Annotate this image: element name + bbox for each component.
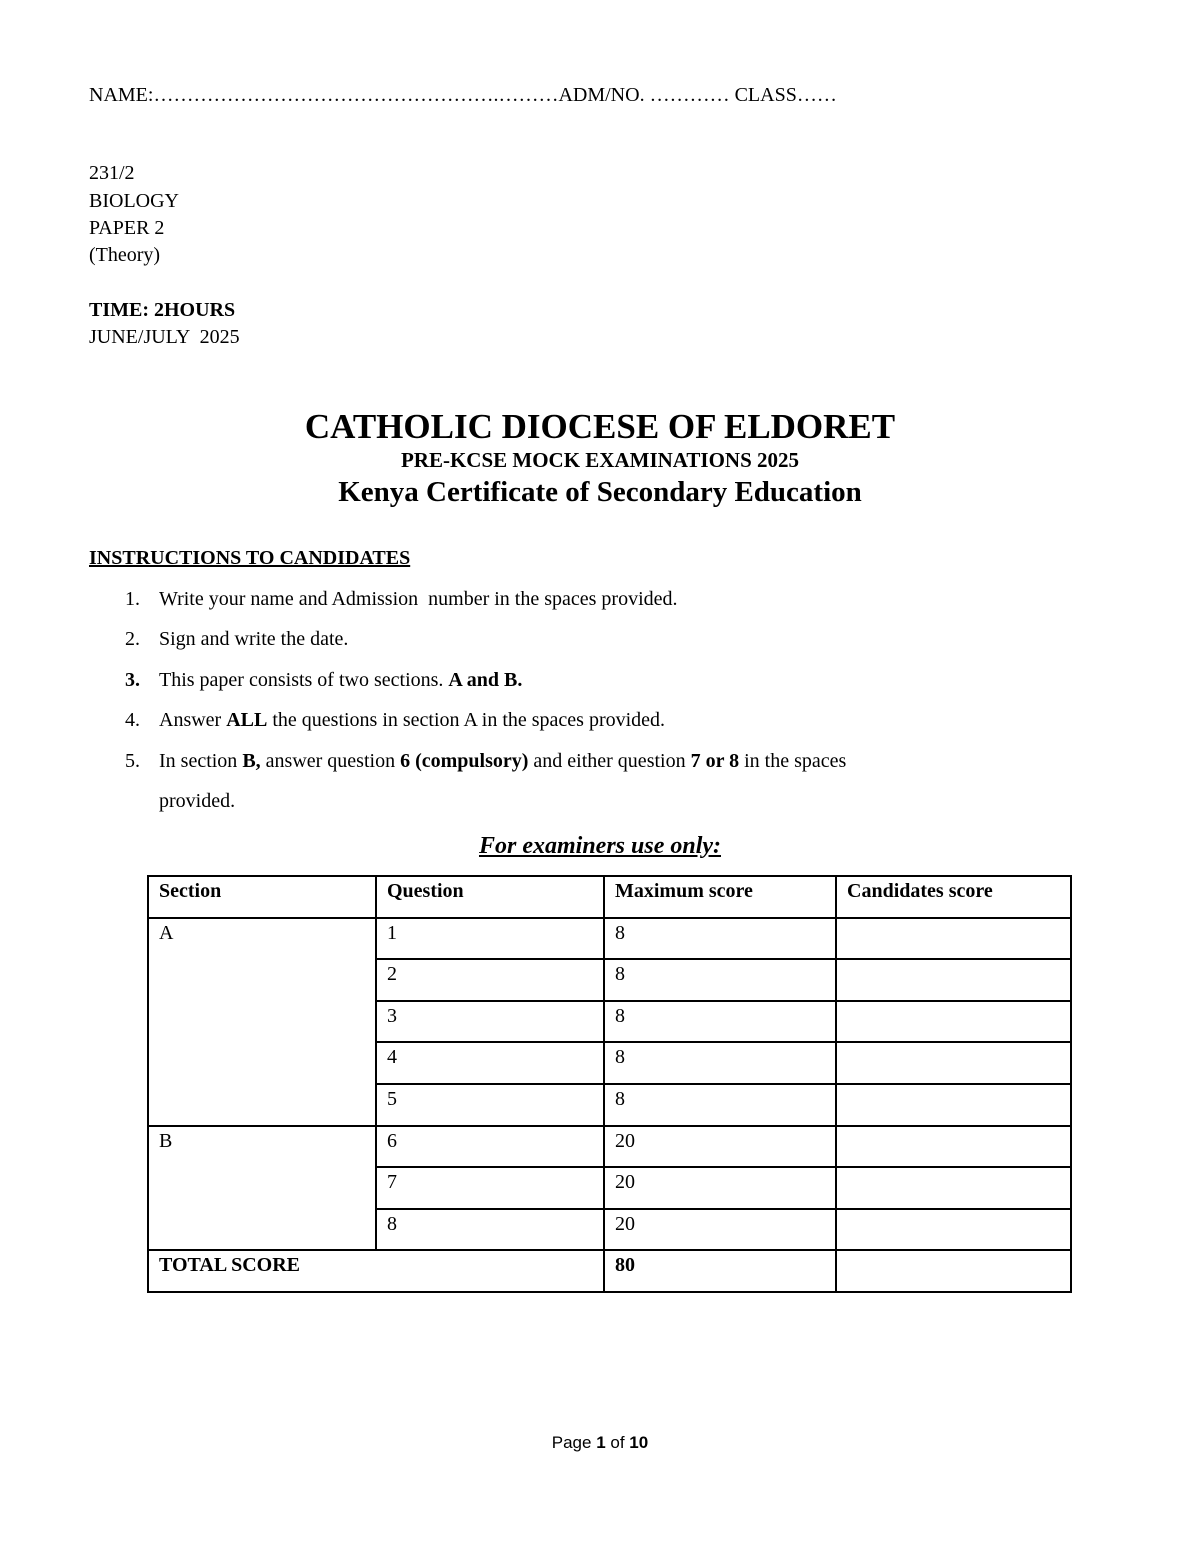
instruction-number: 1.: [125, 588, 140, 610]
table-row: [148, 918, 1071, 960]
adm-label: ADM/NO.: [558, 84, 645, 106]
instruction-text: the questions in section A in the spaces provided.: [267, 709, 666, 731]
max-score-cell: 8: [604, 918, 836, 960]
instruction-text: In section: [159, 750, 243, 772]
total-max-score: 80: [604, 1250, 836, 1292]
of-label: of: [605, 1433, 630, 1452]
instruction-number: 4.: [125, 709, 140, 731]
max-score-cell: 8: [604, 959, 836, 1001]
instruction-text: and either question: [528, 750, 691, 772]
name-field[interactable]: …………………………………………….………: [153, 84, 559, 106]
instruction-emphasis: ALL: [226, 709, 268, 731]
page-label: Page: [551, 1433, 597, 1452]
instruction-number: 5.: [125, 750, 140, 772]
instruction-text: This paper consists of two sections.: [159, 669, 449, 691]
candidate-score-cell[interactable]: [836, 918, 1071, 960]
max-score-cell: 20: [604, 1167, 836, 1209]
question-cell: 8: [376, 1209, 604, 1251]
header-maximum-score: Maximum score: [604, 876, 836, 918]
candidate-score-cell[interactable]: [836, 1042, 1071, 1084]
candidate-score-cell[interactable]: [836, 1167, 1071, 1209]
instruction-text: answer question: [260, 750, 401, 772]
name-label: NAME:: [89, 84, 154, 106]
exam-date: JUNE/JULY 2025: [89, 326, 240, 348]
student-details-line: [89, 82, 837, 109]
subject: BIOLOGY: [89, 190, 179, 212]
header-section: Section: [148, 876, 376, 918]
page-total: 10: [629, 1433, 649, 1452]
candidate-score-cell[interactable]: [836, 1084, 1071, 1126]
candidate-score-cell[interactable]: [836, 1126, 1071, 1168]
question-cell: 2: [376, 959, 604, 1001]
instruction-emphasis: A and B.: [448, 669, 523, 691]
total-score-label: TOTAL SCORE: [148, 1250, 604, 1292]
question-cell: 3: [376, 1001, 604, 1043]
candidate-score-cell[interactable]: [836, 959, 1071, 1001]
instruction-emphasis: 6 (compulsory): [400, 750, 529, 772]
total-candidate-score[interactable]: [836, 1250, 1071, 1292]
max-score-cell: 20: [604, 1126, 836, 1168]
question-cell: 4: [376, 1042, 604, 1084]
max-score-cell: 8: [604, 1084, 836, 1126]
instruction-emphasis: B,: [242, 750, 261, 772]
organizer-title: CATHOLIC DIOCESE OF ELDORET: [304, 407, 896, 446]
paper-number: PAPER 2: [89, 217, 165, 239]
max-score-cell: 8: [604, 1001, 836, 1043]
instruction-text: Sign and write the date.: [159, 628, 349, 650]
header-candidates-score: Candidates score: [836, 876, 1071, 918]
examiners-caption: For examiners use only:: [478, 833, 721, 859]
instruction-item-4: [125, 700, 1005, 740]
instruction-item-5-continued: provided.: [159, 790, 236, 812]
instruction-emphasis: 7 or 8: [690, 750, 740, 772]
instruction-text: in the spaces: [739, 750, 847, 772]
page-number: 1: [596, 1433, 606, 1452]
max-score-cell: 20: [604, 1209, 836, 1251]
max-score-cell: 8: [604, 1042, 836, 1084]
header-question: Question: [376, 876, 604, 918]
candidate-score-cell[interactable]: [836, 1209, 1071, 1251]
question-cell: 6: [376, 1126, 604, 1168]
exam-time: TIME: 2HOURS: [89, 299, 236, 321]
paper-type: (Theory): [89, 244, 161, 266]
class-field[interactable]: ……: [796, 84, 837, 106]
question-cell: 7: [376, 1167, 604, 1209]
question-cell: 1: [376, 918, 604, 960]
section-a-label: A: [148, 918, 376, 1126]
instruction-item-1: [125, 579, 1005, 619]
question-cell: 5: [376, 1084, 604, 1126]
instruction-item-5: [125, 741, 1005, 781]
exam-title: PRE-KCSE MOCK EXAMINATIONS 2025: [400, 448, 800, 472]
instruction-item-3: [125, 660, 1005, 700]
instruction-text: Answer: [159, 709, 227, 731]
paper-code: 231/2: [89, 162, 135, 184]
instructions-heading: INSTRUCTIONS TO CANDIDATES: [89, 547, 411, 569]
page-footer: [0, 1431, 1200, 1455]
instruction-number: 3.: [125, 669, 140, 691]
instruction-text: Write your name and Admission number in the spaces provided.: [159, 588, 678, 610]
candidate-score-cell[interactable]: [836, 1001, 1071, 1043]
class-label: CLASS: [734, 84, 797, 106]
adm-field[interactable]: …………: [644, 84, 735, 106]
certificate-title: Kenya Certificate of Secondary Education: [338, 476, 862, 508]
instruction-item-2: [125, 619, 1005, 659]
table-row: [148, 1126, 1071, 1168]
section-b-label: B: [148, 1126, 376, 1251]
instruction-number: 2.: [125, 628, 140, 650]
score-table: [147, 875, 1072, 1293]
table-header-row: [148, 876, 1071, 918]
total-row: [148, 1250, 1071, 1292]
